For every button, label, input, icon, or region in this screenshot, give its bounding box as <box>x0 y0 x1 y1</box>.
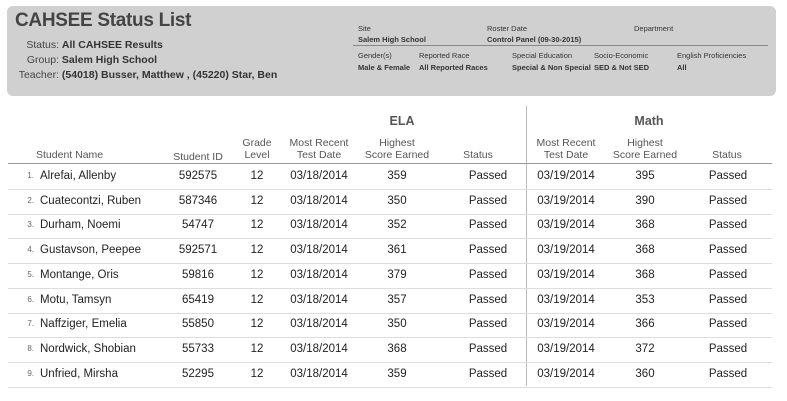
col-grade-level <box>232 137 282 161</box>
col-ela-score <box>357 137 437 161</box>
race-label: Reported Race <box>419 51 470 60</box>
ela-status: Passed <box>468 219 508 232</box>
group-value: Salem High School <box>61 54 158 66</box>
col-ela-status: Status <box>463 149 493 161</box>
table-row <box>8 337 772 363</box>
math-highest-score: 368 <box>635 244 655 257</box>
ela-highest-score: 361 <box>387 244 407 257</box>
math-test-date: 03/19/2014 <box>537 318 595 331</box>
col-student-name: Student Name <box>36 149 104 161</box>
gender-label: Gender(s) <box>358 51 392 60</box>
math-test-date: 03/19/2014 <box>537 342 595 355</box>
ela-test-date: 03/18/2014 <box>290 293 348 306</box>
row-number: 8. <box>27 343 34 353</box>
col-math-date-line1: Most Recent <box>536 137 596 149</box>
math-test-date: 03/19/2014 <box>537 194 595 207</box>
math-test-date: 03/19/2014 <box>537 293 595 306</box>
student-name: Alrefai, Allenby <box>40 170 117 182</box>
grade-level: 12 <box>250 244 264 257</box>
math-highest-score: 368 <box>635 268 655 281</box>
site-label: Site <box>358 24 371 33</box>
math-status: Passed <box>708 367 748 380</box>
math-status: Passed <box>708 293 748 306</box>
col-ela-date-line1: Most Recent <box>289 137 349 149</box>
student-name: Durham, Noemi <box>40 219 121 232</box>
student-name: Cuatecontzi, Ruben <box>40 194 142 207</box>
site-value: Salem High School <box>358 35 426 44</box>
ela-test-date: 03/18/2014 <box>290 170 348 182</box>
row-number: 4. <box>27 245 34 255</box>
gender-value: Male & Female <box>358 63 411 72</box>
student-name: Nordwick, Shobian <box>40 342 136 355</box>
col-math-status: Status <box>712 149 742 161</box>
english-proficiency-label: English Proficiencies <box>677 51 747 60</box>
status-value: All CAHSEE Results <box>61 39 163 51</box>
math-highest-score: 395 <box>635 170 655 182</box>
col-student-id: Student ID <box>173 151 223 163</box>
math-highest-score: 368 <box>635 219 655 232</box>
row-number: 1. <box>27 171 34 180</box>
math-highest-score: 390 <box>635 194 655 207</box>
group-filter <box>15 54 157 66</box>
ela-highest-score: 368 <box>387 342 407 355</box>
report-header-panel <box>7 6 776 96</box>
student-id: 65419 <box>182 293 214 306</box>
col-grade-line1: Grade <box>242 137 272 149</box>
col-ela-score-line1: Highest <box>379 137 415 149</box>
math-test-date: 03/19/2014 <box>537 268 595 281</box>
student-id: 592571 <box>178 244 218 257</box>
ela-status: Passed <box>468 342 508 355</box>
grade-level: 12 <box>250 293 264 306</box>
col-ela-score-line2: Score Earned <box>364 149 430 161</box>
grade-level: 12 <box>250 194 264 207</box>
ela-status: Passed <box>468 268 508 281</box>
row-number: 5. <box>27 269 34 279</box>
table-row <box>8 263 772 289</box>
student-name: Gustavson, Peepee <box>40 244 142 257</box>
special-education-value: Special & Non Special <box>512 63 591 72</box>
ela-status: Passed <box>468 367 508 380</box>
table-row <box>8 189 772 215</box>
socio-economic-label: Socio-Economic <box>594 51 649 60</box>
department-label: Department <box>634 24 674 33</box>
ela-status: Passed <box>468 318 508 331</box>
grade-level: 12 <box>250 367 264 380</box>
col-ela-date-line2: Test Date <box>296 149 342 161</box>
row-number: 7. <box>27 319 34 329</box>
math-test-date: 03/19/2014 <box>537 244 595 257</box>
grade-level: 12 <box>250 268 264 281</box>
math-status: Passed <box>708 194 748 207</box>
row-number: 6. <box>27 294 34 304</box>
socio-economic-value: SED & Not SED <box>594 63 650 72</box>
ela-test-date: 03/18/2014 <box>290 367 348 380</box>
table-row <box>8 288 772 314</box>
ela-highest-score: 352 <box>387 219 407 232</box>
roster-date-label: Roster Date <box>487 24 528 33</box>
race-value: All Reported Races <box>419 63 488 72</box>
col-math-test-date <box>527 137 605 161</box>
student-id: 52295 <box>182 367 214 380</box>
teacher-value: (54018) Busser, Matthew , (45220) Star, Ben <box>61 69 278 81</box>
math-status: Passed <box>708 170 748 182</box>
row-number: 3. <box>27 220 34 230</box>
col-math-score-line1: Highest <box>627 137 663 149</box>
math-group-heading: Math <box>634 114 664 128</box>
math-test-date: 03/19/2014 <box>537 219 595 232</box>
ela-status: Passed <box>468 194 508 207</box>
status-filter <box>15 39 163 51</box>
ela-test-date: 03/18/2014 <box>290 342 348 355</box>
math-status: Passed <box>708 318 748 331</box>
ela-status: Passed <box>468 170 508 182</box>
row-number: 9. <box>27 368 34 378</box>
math-status: Passed <box>708 244 748 257</box>
student-id: 54747 <box>182 219 214 232</box>
student-name: Unfried, Mirsha <box>40 367 118 380</box>
ela-highest-score: 350 <box>387 194 407 207</box>
student-id: 55733 <box>182 342 214 355</box>
col-math-score <box>605 137 685 161</box>
table-row <box>8 213 772 239</box>
teacher-filter <box>15 69 277 81</box>
header-divider <box>353 45 768 46</box>
english-proficiency-value: All <box>677 63 687 72</box>
ela-test-date: 03/18/2014 <box>290 194 348 207</box>
math-test-date: 03/19/2014 <box>537 367 595 380</box>
student-id: 55850 <box>182 318 214 331</box>
student-name: Motu, Tamsyn <box>40 293 112 306</box>
grade-level: 12 <box>250 170 264 182</box>
roster-date-value: Control Panel (09-30-2015) <box>487 35 582 44</box>
student-name: Naffziger, Emelia <box>40 318 127 331</box>
table-row <box>8 238 772 264</box>
ela-test-date: 03/18/2014 <box>290 244 348 257</box>
col-ela-test-date <box>280 137 358 161</box>
ela-highest-score: 357 <box>387 293 407 306</box>
table-row <box>8 164 772 190</box>
table-row <box>8 362 772 388</box>
ela-highest-score: 379 <box>387 268 407 281</box>
ela-test-date: 03/18/2014 <box>290 318 348 331</box>
table-row <box>8 312 772 338</box>
col-math-score-line2: Score Earned <box>612 149 678 161</box>
col-math-date-line2: Test Date <box>543 149 589 161</box>
math-highest-score: 353 <box>635 293 655 306</box>
student-id: 59816 <box>182 268 214 281</box>
grade-level: 12 <box>250 318 264 331</box>
special-education-label: Special Education <box>512 51 573 60</box>
group-label: Group: <box>26 54 59 66</box>
student-name: Montange, Oris <box>40 268 119 281</box>
math-status: Passed <box>708 268 748 281</box>
ela-status: Passed <box>468 244 508 257</box>
ela-test-date: 03/18/2014 <box>290 219 348 232</box>
row-number: 2. <box>27 195 34 205</box>
math-test-date: 03/19/2014 <box>537 170 595 182</box>
ela-test-date: 03/18/2014 <box>290 268 348 281</box>
student-id: 592575 <box>178 170 218 182</box>
teacher-label: Teacher: <box>18 69 59 81</box>
status-label: Status: <box>26 39 59 51</box>
ela-status: Passed <box>468 293 508 306</box>
ela-highest-score: 350 <box>387 318 407 331</box>
col-grade-line2: Level <box>244 149 270 161</box>
ela-highest-score: 359 <box>387 367 407 380</box>
student-id: 587346 <box>178 194 218 207</box>
math-highest-score: 366 <box>635 318 655 331</box>
grade-level: 12 <box>250 342 264 355</box>
ela-highest-score: 359 <box>387 170 407 182</box>
ela-group-heading: ELA <box>389 114 415 128</box>
math-highest-score: 360 <box>635 367 655 380</box>
math-status: Passed <box>708 342 748 355</box>
math-status: Passed <box>708 219 748 232</box>
grade-level: 12 <box>250 219 264 232</box>
page-title: CAHSEE Status List <box>15 10 192 31</box>
math-highest-score: 372 <box>635 342 655 355</box>
